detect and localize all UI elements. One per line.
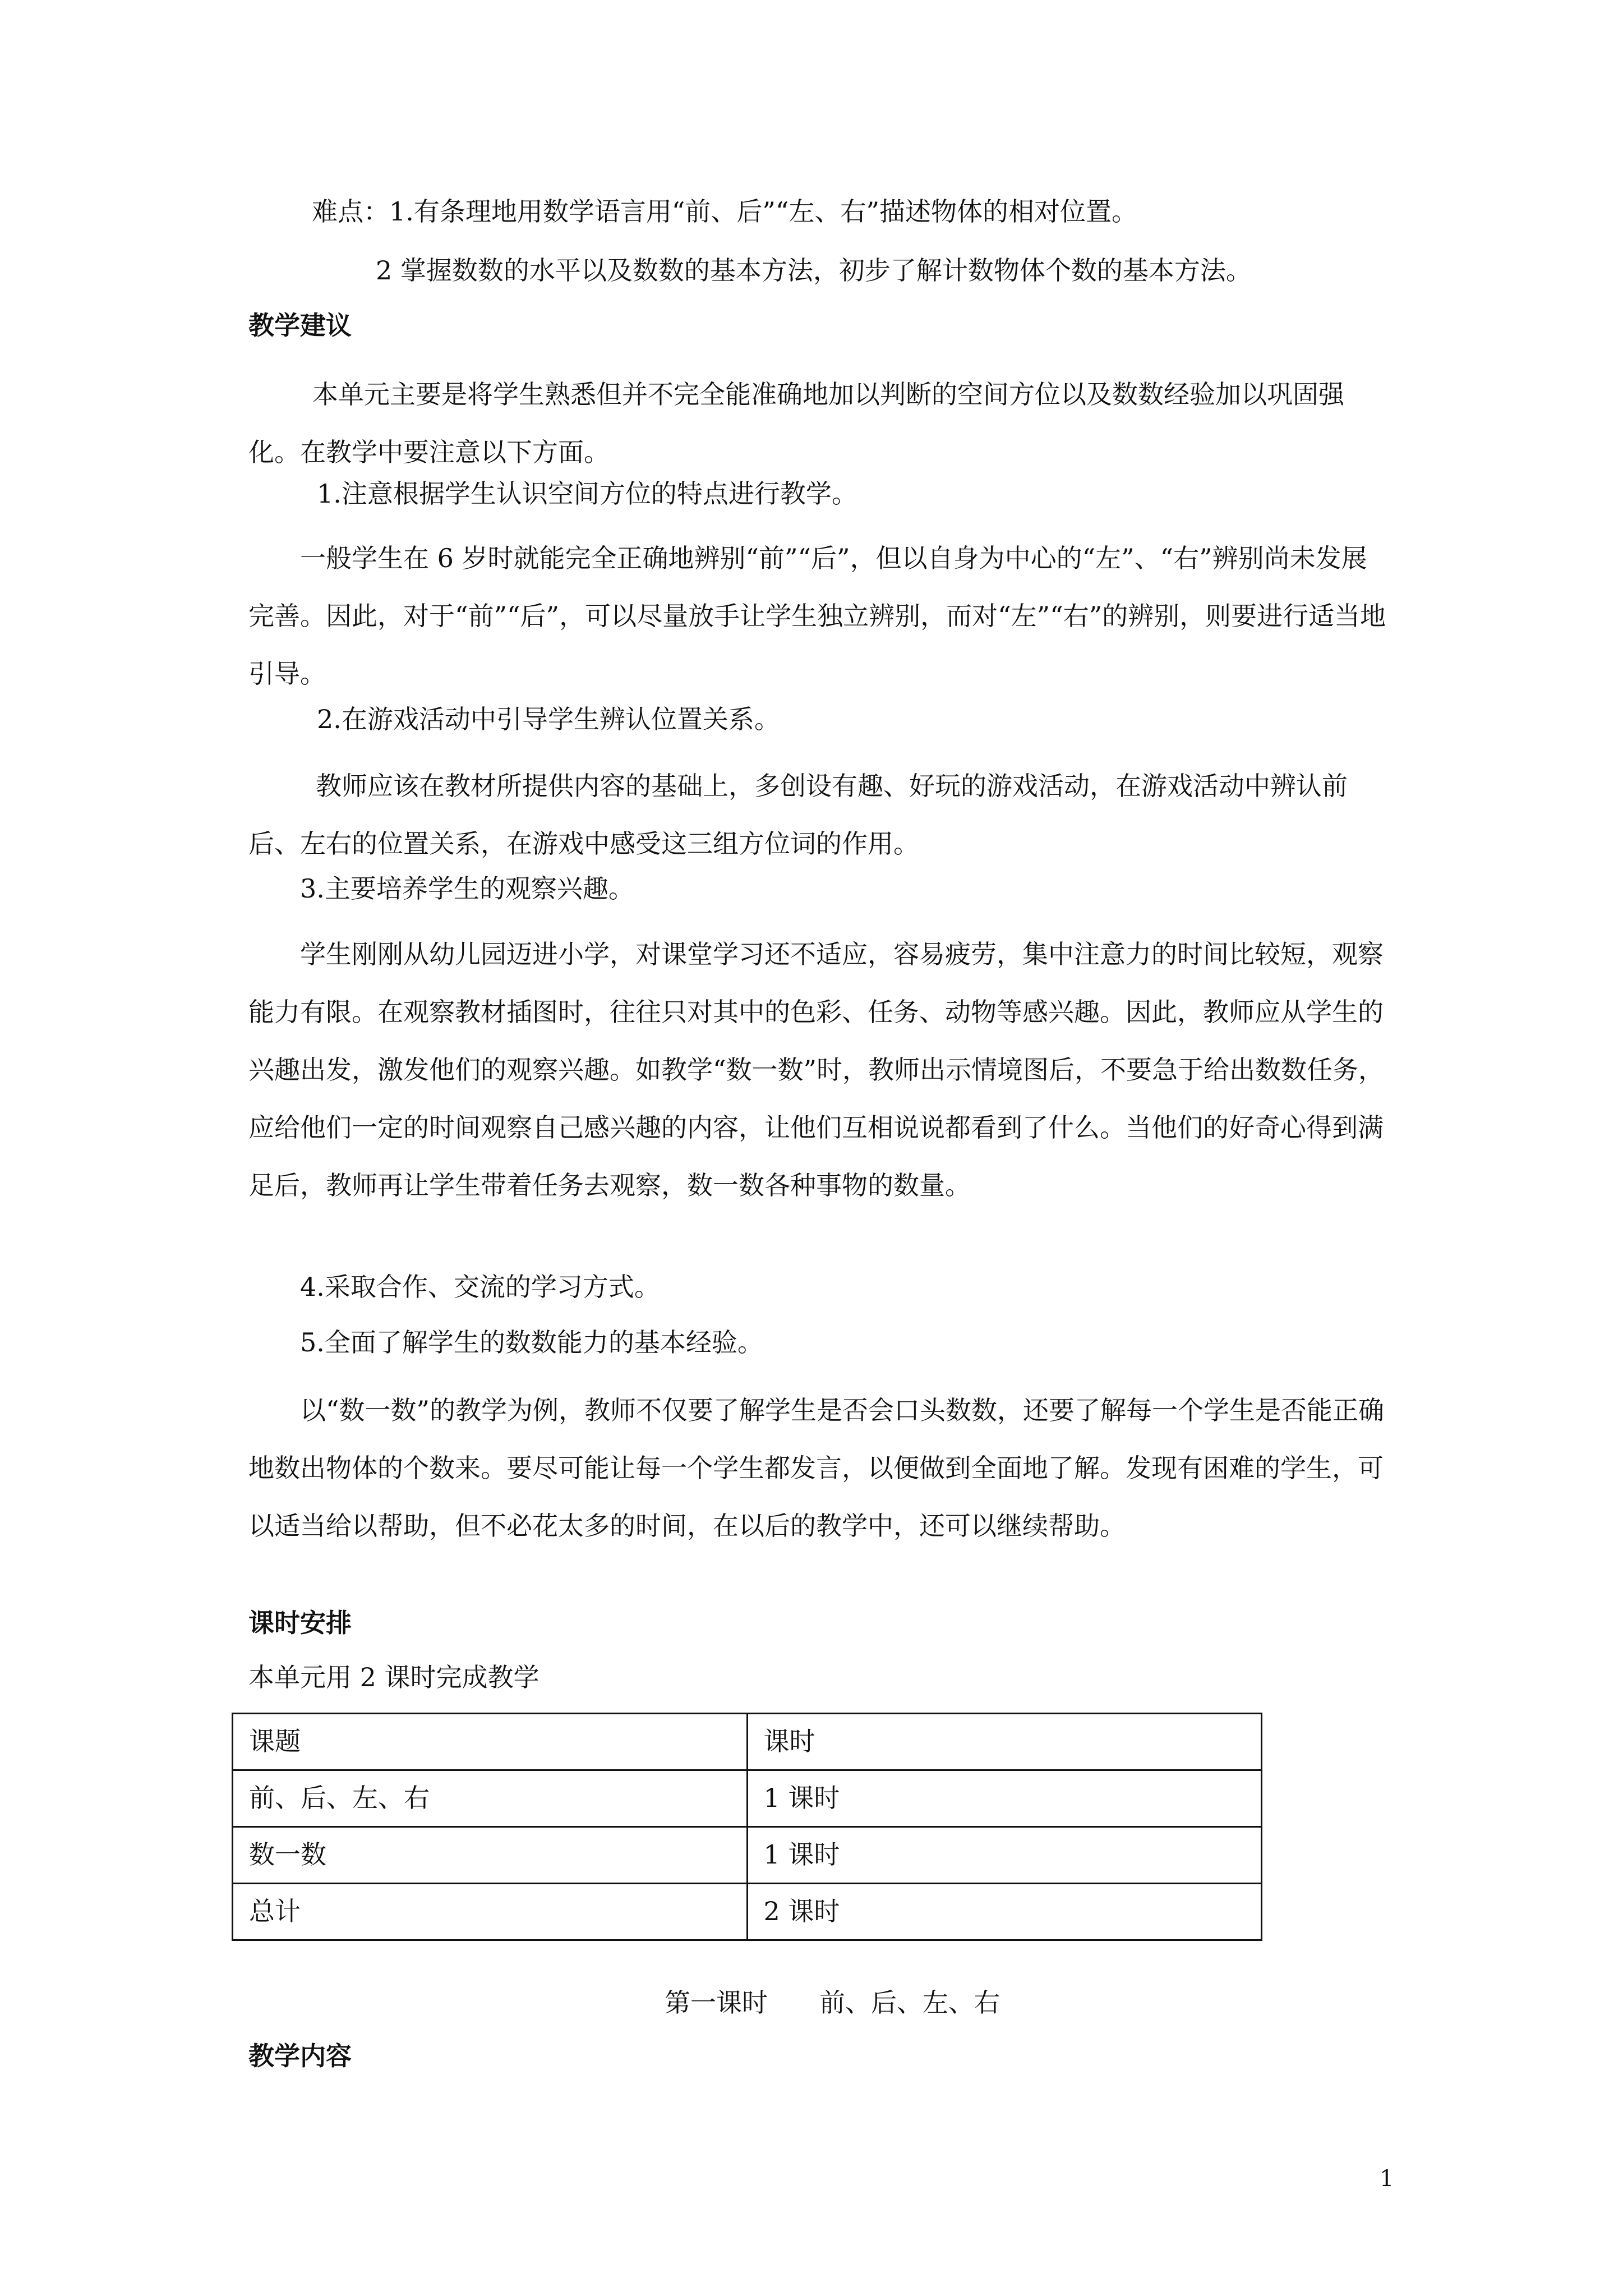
point-5-title: 5.全面了解学生的数数能力的基本经验。 <box>300 1327 763 1358</box>
table-cell: 前、后、左、右 <box>233 1770 748 1827</box>
point-1-title: 1.注意根据学生认识空间方位的特点进行教学。 <box>317 478 857 509</box>
schedule-intro: 本单元用 2 课时完成教学 <box>248 1662 540 1692</box>
point-2-title: 2.在游戏活动中引导学生辨认位置关系。 <box>317 704 780 734</box>
suggestions-intro: 本单元主要是将学生熟悉但并不完全能准确地加以判断的空间方位以及数数经验加以巩固强化。在教学中要注意以下方面。 <box>248 379 1344 467</box>
point-1-body: 一般学生在 6 岁时就能完全正确地辨别“前”“后”，但以自身为中心的“左”、“右”辨别尚未发展完善。因此，对于“前”“后”，可以尽量放手让学生独立辨别，而对“左”“右”的辨别，则要进行适当地引导。 <box>248 543 1386 689</box>
lesson-table <box>232 1713 1262 1941</box>
table-row <box>233 1827 1262 1884</box>
table-header-cell: 课时 <box>747 1714 1262 1770</box>
difficulty-line-2: 2 掌握数数的水平以及数数的基本方法，初步了解计数物体个数的基本方法。 <box>376 255 1252 286</box>
difficulty-line-1: 难点：1.有条理地用数学语言用“前、后”“左、右”描述物体的相对位置。 <box>312 196 1137 227</box>
point-5-body: 以“数一数”的教学为例，教师不仅要了解学生是否会口头数数，还要了解每一个学生是否能正确地数出物体的个数来。要尽可能让每一个学生都发言，以便做到全面地了解。发现有困难的学生，可以适当给以帮助，但不必花太多的时间，在以后的教学中，还可以继续帮助。 <box>248 1395 1385 1541</box>
table-cell: 1 课时 <box>747 1770 1262 1827</box>
point-3-body: 学生刚刚从幼儿园迈进小学，对课堂学习还不适应，容易疲劳，集中注意力的时间比较短，观察能力有限。在观察教材插图时，往往只对其中的色彩、任务、动物等感兴趣。因此，教师应从学生的兴趣出发，激发他们的观察兴趣。如教学“数一数”时，教师出示情境图后，不要急于给出数数任务，应给他们一定的时间观察自己感兴趣的内容，让他们互相说说都看到了什么。当他们的好奇心得到满足后，教师再让学生带着任务去观察，数一数各种事物的数量。 <box>248 939 1385 1200</box>
point-3-title: 3.主要培养学生的观察兴趣。 <box>300 873 634 904</box>
table-header-row <box>233 1714 1262 1770</box>
table-cell: 数一数 <box>233 1827 748 1884</box>
table-row <box>233 1884 1262 1940</box>
table-row <box>233 1770 1262 1827</box>
page-number: 1 <box>1380 2166 1394 2192</box>
point-2-body: 教师应该在教材所提供内容的基础上，多创设有趣、好玩的游戏活动，在游戏活动中辨认前后、左右的位置关系，在游戏中感受这三组方位词的作用。 <box>248 771 1348 859</box>
point-4-title: 4.采取合作、交流的学习方式。 <box>300 1272 660 1302</box>
lesson-title: 第一课时 前、后、左、右 <box>665 1987 1000 2018</box>
schedule-heading: 课时安排 <box>248 1608 352 1638</box>
table-header-cell: 课题 <box>233 1714 748 1770</box>
suggestions-heading: 教学建议 <box>248 310 352 341</box>
content-heading: 教学内容 <box>248 2041 352 2071</box>
table-cell: 1 课时 <box>747 1827 1262 1884</box>
table-cell: 2 课时 <box>747 1884 1262 1940</box>
table-cell: 总计 <box>233 1884 748 1940</box>
